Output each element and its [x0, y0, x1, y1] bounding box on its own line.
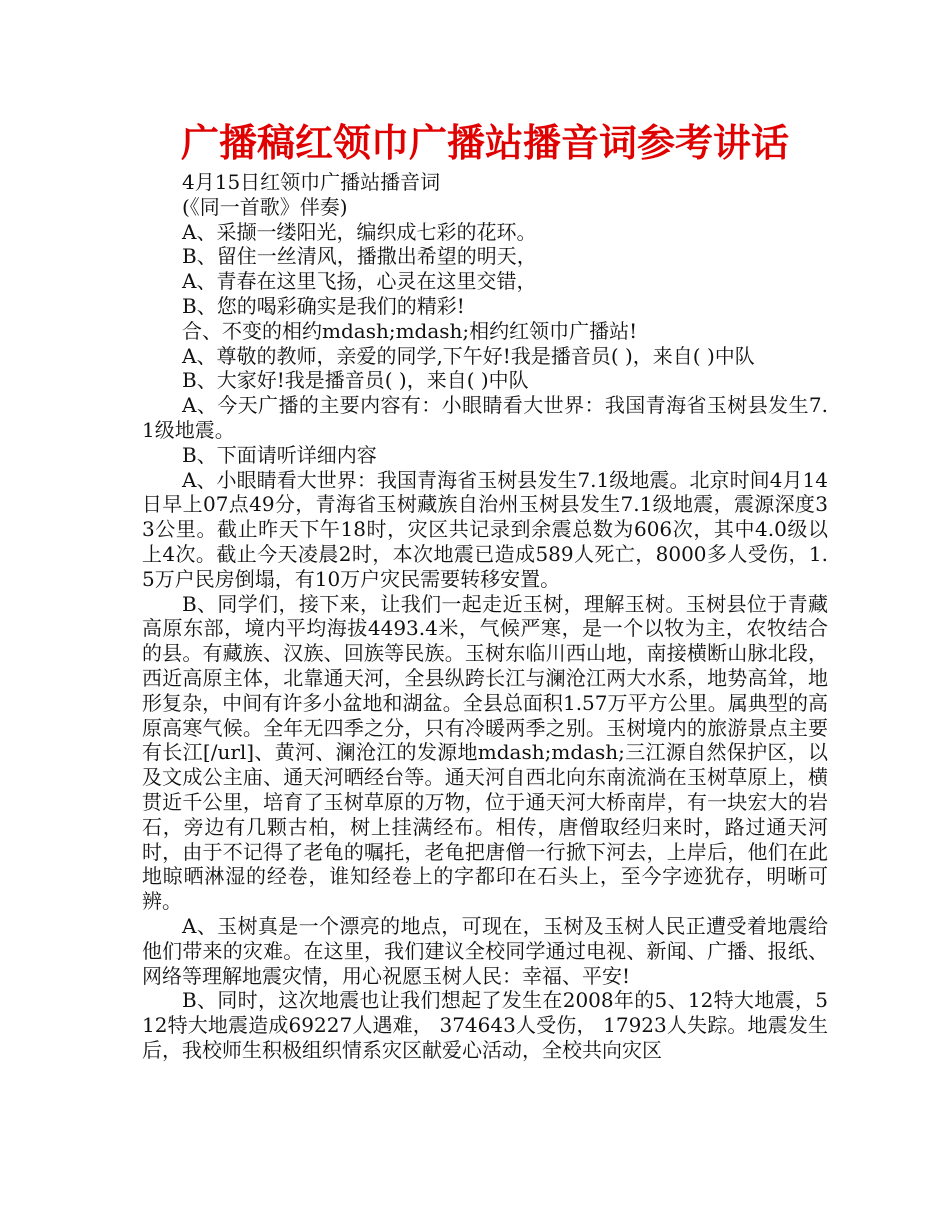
paragraph: A、玉树真是一个漂亮的地点，可现在，玉树及玉树人民正遭受着地震给他们带来的灾难。在这里，我们建议全校同学通过电视、新闻、广播、报纸、网络等理解地震灾情，用心祝愿玉树人民：幸福、平安!	[142, 913, 828, 988]
paragraph: A、青春在这里飞扬，心灵在这里交错，	[182, 269, 537, 294]
paragraph: (《同一首歌》伴奏)	[182, 194, 348, 219]
document-title: 广播稿红领巾广播站播音词参考讲话	[180, 121, 789, 165]
paragraph: A、今天广播的主要内容有：小眼睛看大世界：我国青海省玉树县发生7.1级地震。	[142, 393, 828, 442]
paragraph: B、下面请听详细内容	[182, 442, 377, 467]
paragraph: B、同学们，接下来，让我们一起走近玉树，理解玉树。玉树县位于青藏高原东部，境内平均海拔4493.4米，气候严寒，是一个以牧为主，农牧结合的县。有藏族、汉族、回族等民族。玉树东临川西山地，南接横断山脉北段，西近高原主体，北靠通天河，全县纵跨长江与澜沧江两大水系，地势高耸，地形复杂，中间有许多小盆地和湖盆。全县总面积1.57万平方公里。属典型的高原高寒气候。全年无四季之分，只有冷暖两季之别。玉树境内的旅游景点主要有长江[/url]、黄河、澜沧江的发源地mdash;mdash;三江源自然保护区，以及文成公主庙、通天河晒经台等。通天河自西北向东南流淌在玉树草原上，横贯近千公里，培育了玉树草原的万物，位于通天河大桥南岸，有一块宏大的岩石，旁边有几颗古柏，树上挂满经布。相传，唐僧取经归来时，路过通天河时，由于不记得了老龟的嘱托，老龟把唐僧一行掀下河去，上岸后，他们在此地晾晒淋湿的经卷，谁知经卷上的字都印在石头上，至今字迹犹存，明晰可辨。	[142, 591, 828, 914]
paragraph: A、采撷一缕阳光，编织成七彩的花环。	[182, 219, 537, 244]
document-page	[142, 118, 828, 1063]
paragraph: A、小眼睛看大世界：我国青海省玉树县发生7.1级地震。北京时间4月14日早上07点49分，青海省玉树藏族自治州玉树县发生7.1级地震，震源深度33公里。截止昨天下午18时，灾区共记录到余震总数为606次，其中4.0级以上4次。截止今天凌晨2时，本次地震已造成589人死亡，8000多人受伤，1.5万户民房倒塌，有10万户灾民需要转移安置。	[142, 467, 828, 591]
paragraph: B、同时，这次地震也让我们想起了发生在2008年的5、12特大地震，512特大地震造成69227人遇难， 374643人受伤， 17923人失踪。地震发生后，我校师生积极组织情系灾区献爱心活动，全校共向灾区	[142, 988, 828, 1062]
paragraph: B、大家好!我是播音员( )，来自( )中队	[182, 368, 529, 393]
paragraph: 4月15日红领巾广播站播音词	[182, 170, 441, 194]
paragraph: A、尊敬的教师，亲爱的同学,下午好!我是播音员( )，来自( )中队	[182, 343, 755, 368]
paragraph: 合、不变的相约mdash;mdash;相约红领巾广播站!	[182, 318, 638, 343]
document-body	[142, 170, 828, 1063]
paragraph: B、留住一丝清风，播撒出希望的明天，	[182, 244, 537, 269]
paragraph: B、您的喝彩确实是我们的精彩!	[182, 293, 465, 318]
